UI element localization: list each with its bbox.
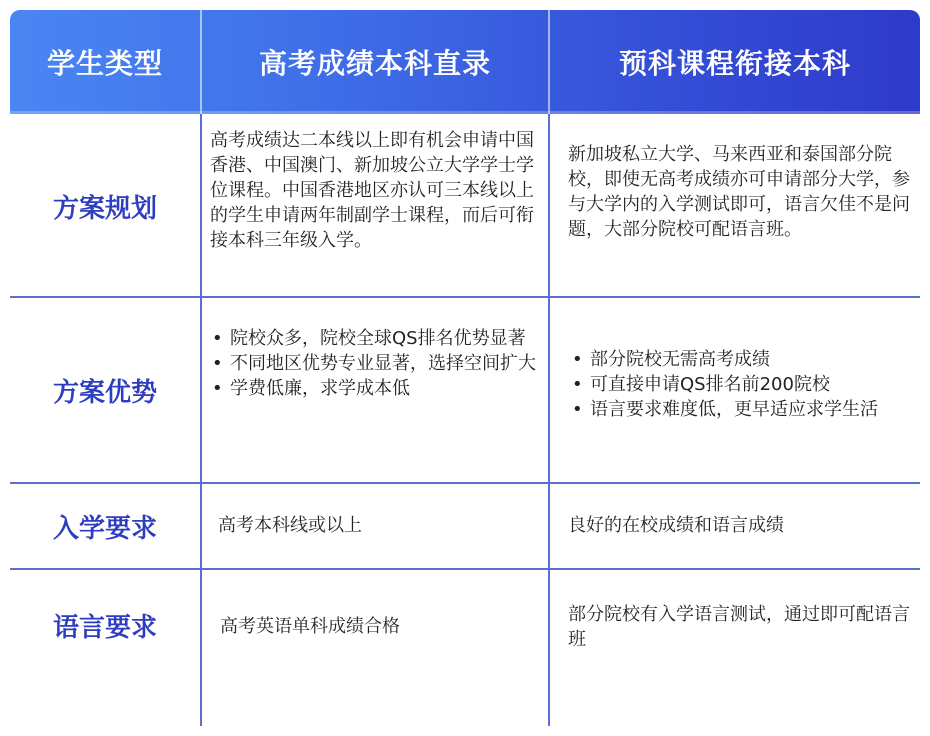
header-student-type: 学生类型	[46, 47, 163, 80]
list-item: • 不同地区优势专业显著，选择空间扩大	[210, 351, 540, 376]
row-label-language: 语言要求	[52, 612, 157, 643]
row-label-advantage: 方案优势	[52, 377, 157, 408]
row-label-admission: 入学要求	[52, 513, 157, 544]
cell-advantage-foundation	[570, 347, 900, 422]
cell-advantage-gaokao	[210, 326, 540, 401]
cell-text: 高考成绩达二本线以上即有机会申请中国香港、中国澳门、新加坡公立大学学士学位课程。中国香港地区亦认可三本线以上的学生申请两年制副学士课程，而后可衔接本科三年级入学。	[210, 130, 534, 251]
cell-text: 高考本科线或以上	[218, 515, 362, 536]
cell-language-gaokao	[220, 614, 540, 639]
list-item: • 部分院校无需高考成绩	[570, 347, 900, 372]
cell-language-foundation	[568, 602, 910, 652]
cell-text: 部分院校有入学语言测试，通过即可配语言班	[568, 604, 910, 650]
comparison-table	[10, 10, 920, 726]
cell-text: 高考英语单科成绩合格	[220, 616, 400, 637]
header-foundation-course: 预科课程衔接本科	[618, 47, 851, 80]
table-header	[10, 10, 920, 114]
header-gaokao-direct: 高考成绩本科直录	[258, 47, 491, 80]
list-item: • 学费低廉，求学成本低	[210, 376, 540, 401]
column-divider	[548, 114, 550, 726]
row-label-plan: 方案规划	[52, 193, 157, 224]
cell-admission-foundation	[568, 513, 910, 538]
cell-text: 良好的在校成绩和语言成绩	[568, 515, 784, 536]
list-item: • 院校众多，院校全球QS排名优势显著	[210, 326, 540, 351]
column-divider	[200, 114, 202, 726]
cell-text: 新加坡私立大学、马来西亚和泰国部分院校，即使无高考成绩亦可申请部分大学，参与大学内的入学测试即可，语言欠佳不是问题，大部分院校可配语言班。	[568, 144, 910, 240]
list-item: • 语言要求难度低，更早适应求学生活	[570, 397, 900, 422]
cell-plan-gaokao	[210, 128, 540, 253]
list-item: • 可直接申请QS排名前200院校	[570, 372, 900, 397]
cell-admission-gaokao	[218, 513, 540, 538]
cell-plan-foundation	[568, 142, 910, 242]
